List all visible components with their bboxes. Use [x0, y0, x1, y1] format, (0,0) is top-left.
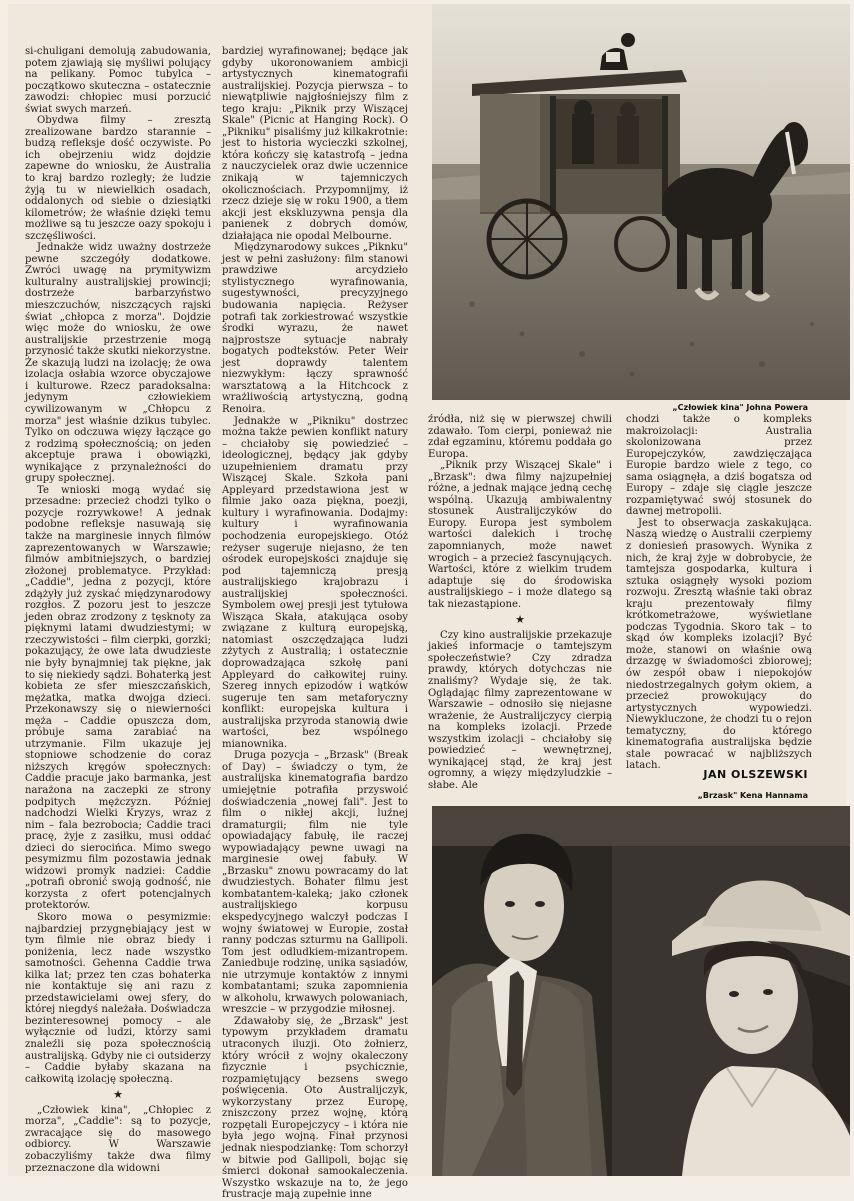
paragraph: Międzynarodowy sukces „Piknku" jest w pełni zasłużony: film stanowi prawdziwe arcydzieło stylistycznego wyrafinowania, sugestywności, precyzyjnego budowania napięcia. Reżyser potrafi tak zorkiestrować wszystkie środki wyrazu, że nawet najprostsze sytuacje nabrały bogatych podtekstów. Peter Weir jest doprawdy talentem niezwykłym: łączy sprawność warsztatową a la Hitchcock z wrażliwością artystyczną, godną Renoira. [222, 242, 408, 415]
paragraph: Jest to obserwacja zaskakująca. Naszą wiedzę o Australii czerpiemy z doniesień prasowych. Wynika z nich, że kraj żyje w dobrobycie, że tamtejsza gospodarka, kultura i sztuka osiągnęły wysoki poziom rozwoju. Zresztą właśnie taki obraz kraju prezentowały filmy krótkometrażowe, wyświetlane podczas Tygodnia. Skoro tak – to skąd ów kompleks izolacji? Być może, stanowi on właśnie ową drzazgę w świadomości zbiorowej; ów zespół obaw i niepokojów niedostrzegalnych gołym okiem, a przecież prowokujący do artystycznych wypowiedzi. Niewykluczone, że chodzi tu o rejon tematyczny, do którego kinematografia australijska będzie stale powracać w najbliższych latach. [626, 517, 812, 772]
paragraph: „Piknik przy Wiszącej Skale" i „Brzask": dwa filmy najzupełniej różne, a jednak mające jedną cechę wspólną. Ukazują ambiwalentny stosunek Australijczyków do Europy. Europa jest symbolem wartości dalekich i trochę zapomnianych, może nawet wrogich – a przecież fascynujących. Wartości, które z wielkim trudem adaptuje się do środowiska australijskiego – i może dlatego są tak niezastąpione. [428, 460, 612, 610]
paragraph: bardziej wyrafinowanej; będące jak gdyby ukoronowaniem ambicji artystycznych kinematografii australijskiej. Pozycja pierwsza – to niewątpliwie najgłośniejszy film z tego kraju: „Piknik przy Wiszącej Skale" (Picnic at Hanging Rock). O „Pikniku" pisaliśmy już kilkakrotnie: jest to historia wycieczki szkolnej, która kończy się katastrofą – jedna z nauczycielek oraz dwie uczennice znikają w tajemniczych okolicznościach. Przypomnijmy, iż rzecz dzieje się w roku 1900, a tłem akcji jest ekskluzywna pensja dla panienek z dobrych domów, działająca nie opodal Melbourne. [222, 46, 408, 242]
article-column-3 [428, 414, 612, 790]
photo-caption: „Brzask" Kena Hannama [697, 791, 808, 800]
paragraph: Te wnioski mogą wydać się przesadne: przecież chodzi tylko o pozycje rozrywkowe! A jednak podobne refleksje nasuwają się także na marginesie innych filmów zaprezentowanych w Warszawie; filmów ambitniejszych, o bardziej złożonej problematyce. Przykład: „Caddie", jedna z pozycji, które zdążyły już zyskać międzynarodowy rozgłos. Z pozoru jest to jeszcze jeden obraz zrodzony z tęsknoty za pięknymi latami dwudziestymi; w rzeczywistości – film cierpki, gorzki; pokazujący, że owe lata dwudzieste nie były bynajmniej tak piękne, jak to się niekiedy sądzi. Bohaterką jest kobieta ze sfer mieszczańskich, mężatka, matka dwojga dzieci. Przekonawszy się o niewierności męża – Caddie opuszcza dom, próbuje sama zarabiać na utrzymanie. Film ukazuje jej stopniowe schodzenie do coraz niższych kręgów społecznych: Caddie pracuje jako barmanka, jest narażona na zaczepki ze strony podpitych mężczyzn. Później nadchodzi Wielki Kryzys, wraz z nim – fala bezrobocia; Caddie traci pracę, żyje z zasiłku, musi oddać dzieci do sierocińca. Mimo swego pesymizmu film pozostawia jednak widzowi promyk nadziei: Caddie „potrafi obronić swoją godność, nie korzysta z ofert potencjalnych protektorów. [25, 484, 211, 912]
paragraph: chodzi także o kompleks makroizolacji: Australia skolonizowana przez Europejczyków, zawdzięczająca Europie bardzo wiele z tego, co sama osiągnęła, a dziś bogatsza od Europy – zdaje się ciągle jeszcze rozpamiętywać swój stosunek do dawnej metropolii. [626, 414, 812, 518]
paragraph: Druga pozycja – „Brzask" (Break of Day) – świadczy o tym, że australijska kinematografia bardzo umiejętnie potrafiła przyswoić doświadczenia „nowej fali". Jest to film o nikłej akcji, luźnej dramaturgii; film nie tyle opowiadający fabułę, ile raczej wypowiadający pewne uwagi na marginesie owej fabuły. W „Brzasku" znowu powracamy do lat dwudziestych. Bohater filmu jest kombatantem-kaleką; jako członek australijskiego korpusu ekspedycyjnego walczył podczas I wojny światowej w Europie, został ranny podczas szturmu na Gallipoli. Tom jest odludkiem-mizantropem. Zaniedbuje rodzinę, unika sąsiadów, nie utrzymuje kontaktów z innymi kombatantami; szuka zapomnienia w alkoholu, krwawych polowaniach, wreszcie – w przygodzie miłosnej. [222, 750, 408, 1016]
author-name: JAN OLSZEWSKI [703, 768, 808, 781]
article-column-2 [222, 46, 408, 1201]
paragraph: si-chuligani demolują zabudowania, potem zjawiają się myśliwi polujący na pelikany. Pomoc tubylca – początkowo skuteczna – ostatecznie zawodzi: chłopiec musi porzucić świat swych marzeń. [25, 46, 211, 115]
paragraph: Zdawałoby się, że „Brzask" jest typowym przykładem dramatu utraconych iluzji. Oto żołnierz, który wrócił z wojny okaleczony fizycznie i psychicznie, rozpamiętujący bezsens swego poświęcenia. Oto Australijczyk, wykorzystany przez Europę, zniszczony przez wojnę, którą rozpętali Europejczycy – i która nie była jego wojną. Finał przynosi jednak niespodziankę: Tom schorzył w bitwie pod Gallipoli, bojąc się śmierci dokonał samookaleczenia. Wszystko wskazuje na to, że jego frustracje mają zupełnie inne [222, 1015, 408, 1201]
paragraph: źródła, niż się w pierwszej chwili zdawało. Tom cierpi, ponieważ nie zdał egzaminu, któremu poddała go Europa. [428, 414, 612, 460]
article-column-4 [626, 414, 812, 784]
paragraph: „Człowiek kina", „Chłopiec z morza", „Caddie": są to pozycje, zwracające się do masowego odbiorcy. W Warszawie zobaczyliśmy także dwa filmy przeznaczone dla widowni [25, 1104, 211, 1174]
paragraph: Obydwa filmy – zresztą zrealizowane bardzo starannie – budzą refleksje dość oczywiste. Po ich obejrzeniu widz dojdzie zapewne do wniosku, że Australia to kraj bardzo rozległy; że ludzie żyją tu w niewielkich osadach, oddalonych od siebie o dziesiątki kilometrów; że właśnie dzięki temu możliwe są tu jeszcze oazy spokoju i szczęśliwości. [25, 115, 211, 242]
paragraph: Czy kino australijskie przekazuje jakieś informacje o tamtejszym społeczeństwie? Czy zdradza prawdy, których dotychczas nie znaliśmy? Wydaje się, że tak. Oglądając filmy zaprezentowane w Warszawie – odnosiło się niejasne wrażenie, że Australijczycy cierpią na kompleks izolacji. Przede wszystkim izolacji – chciałoby się powiedzieć – wewnętrznej, wynikającej stąd, że kraj jest ogromny, a więzy międzyludzkie – słabe. Ale [428, 629, 612, 791]
section-divider-star: ★ [113, 1088, 123, 1102]
photo-couple [432, 806, 850, 1176]
article-column-1 [25, 46, 211, 1174]
section-divider-star: ★ [515, 613, 525, 627]
paragraph: Jednakże w „Pikniku" dostrzec można także pewien konflikt natury – chciałoby się powiedzieć – ideologicznej, będący jak gdyby uzupełnieniem dramatu przy Wiszącej Skale. Szkoła pani Appleyard przedstawiona jest w filmie jako oaza piękna, poezji, kultury i wyrafinowania. Dodajmy: kultury i wyrafinowania pochodzenia europejskiego. Otóż reżyser sugeruje niejasno, że ten ośrodek europejskości znajduje się pod tajemniczą presją australijskiego krajobrazu i australijskiej społeczności. Symbolem owej presji jest tytułowa Wisząca Skała, atakująca osoby związane z kulturą europejską, natomiast oszczędzająca ludzi zżytych z Australią; i ostatecznie doprowadzająca szkołę pani Appleyard do całkowitej ruiny. Szereg innych epizodów i wątków sugeruje ten sam metaforyczny konflikt: europejska kultura i australijska przyroda stanowią dwie wartości, bez wspólnego mianownika. [222, 415, 408, 750]
paragraph: Jednakże widz uważny dostrzeże pewne szczegóły dodatkowe. Zwróci uwagę na prymitywizm kulturalny australijskiej prowincji; dostrzeże barbarzyństwo mieszczuchów, niszczących rajski świat „chłopca z morza". Dojdzie więc może do wniosku, że owe australijskie przestrzenie mogą przynosić także skutki niekorzystne. Że skazują ludzi na izolację; że owa izolacja osłabia wzorce obyczajowe i kulturowe. Rzecz paradoksalna: jedynym człowiekiem cywilizowanym w „Chłopcu z morza" jest właśnie dzikus tubylec. Tylko on odczuwa więzy łączące go z rodzimą społecznością; on jeden akceptuje prawa i obowiązki, wynikające z przynależności do grupy społecznej. [25, 242, 211, 485]
horse-cart-illustration [432, 4, 850, 400]
couple-illustration [432, 806, 850, 1176]
paragraph: Skoro mowa o pesymizmie: najbardziej przygnębiający jest w tym filmie nie obraz biedy i poniżenia, lecz nade wszystko samotności. Gehenna Caddie trwa kilka lat; przez ten czas bohaterka nie kontaktuje się ani razu z przedstawicielami owej sfery, do której niegdyś należała. Doświadcza bezinteresownej pomocy – ale wyłącznie od ludzi, którzy sami znaleźli się poza społecznością australijską. Gdyby nie ci outsiderzy – Caddie byłaby skazana na całkowitą izolację społeczną. [25, 912, 211, 1085]
photo-horse-cart [432, 4, 850, 400]
photo-caption: „Człowiek kina" Johna Powera [672, 403, 808, 412]
